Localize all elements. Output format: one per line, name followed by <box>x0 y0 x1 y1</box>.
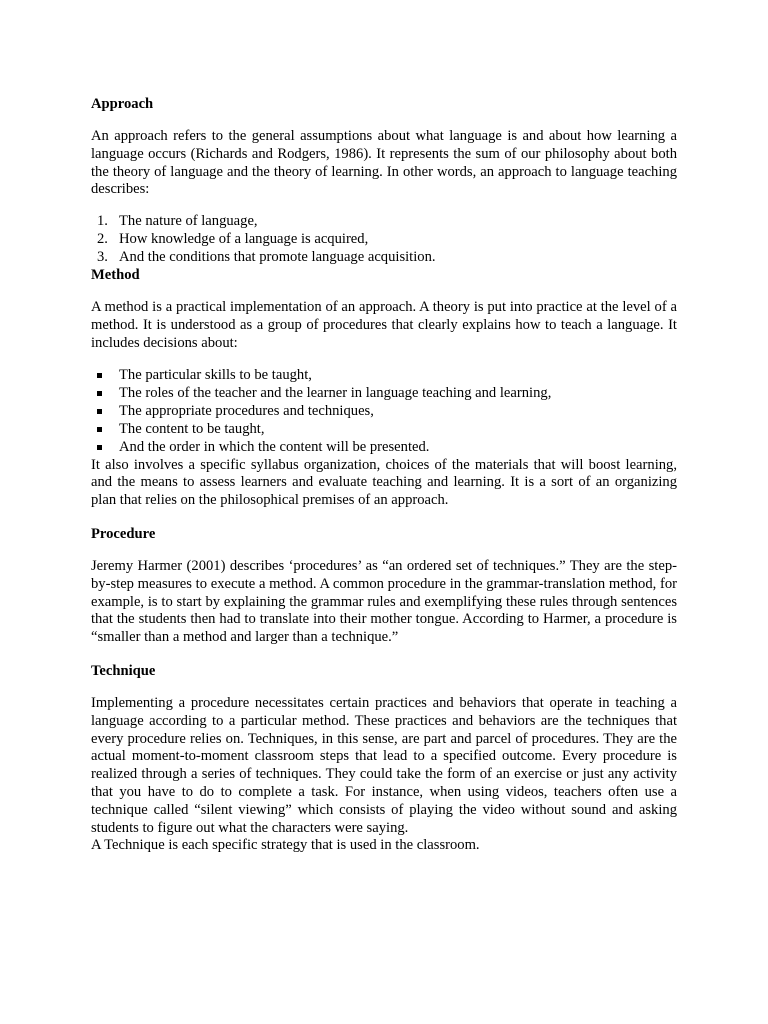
paragraph-method-continued: It also involves a specific syllabus organization, choices of the materials that will boost learning, and the means to assess learners and evaluate teaching and learning. It is a sort of an organizing plan that relies on the philosophical premises of an approach. <box>91 456 677 509</box>
document-page <box>91 96 677 855</box>
paragraph-method: A method is a practical implementation of an approach. A theory is put into practice at the level of a method. It is understood as a group of procedures that clearly explains how to teach a language. It includes decisions about: <box>91 299 677 351</box>
list-item-text: The particular skills to be taught, <box>119 366 312 383</box>
heading-approach: Approach <box>91 96 154 112</box>
heading-technique: Technique <box>91 662 156 679</box>
list-item-text: How knowledge of a language is acquired, <box>119 231 369 248</box>
list-item-text: The roles of the teacher and the learner in language teaching and learning, <box>119 384 552 401</box>
list-item <box>91 439 677 457</box>
list-item <box>91 231 677 249</box>
list-item-text: And the conditions that promote language acquisition. <box>119 249 436 266</box>
list-item <box>91 403 677 421</box>
heading-method: Method <box>91 267 140 284</box>
list-item-text: The content to be taught, <box>119 420 265 437</box>
list-item <box>91 385 677 403</box>
square-bullet-icon <box>97 409 102 414</box>
list-item <box>91 249 677 267</box>
square-bullet-icon <box>97 373 102 378</box>
heading-procedure: Procedure <box>91 525 156 542</box>
paragraph-approach: An approach refers to the general assumptions about what language is and about how learning a language occurs (Richards and Rodgers, 1986). It represents the sum of our philosophy about both the theory of language and the theory of learning. In other words, an approach to language teaching describes: <box>91 128 677 198</box>
list-item-text: The appropriate procedures and techniques, <box>119 402 374 419</box>
paragraph-procedure: Jeremy Harmer (2001) describes ‘procedures’ as “an ordered set of techniques.” They are the step-by-step measures to execute a method. A common procedure in the grammar-translation method, for example, is to start by explaining the grammar rules and exemplifying these rules through sentences that the students then had to translate into their mother tongue. According to Harmer, a procedure is “smaller than a method and larger than a technique.” <box>91 557 677 646</box>
paragraph-technique: Implementing a procedure necessitates certain practices and behaviors that operate in teaching a language according to a particular method. These practices and behaviors are the techniques that every procedure relies on. Techniques, in this sense, are part and parcel of procedures. They are the actual moment-to-moment classroom steps that lead to a specified outcome. Every procedure is realized through a series of techniques. They could take the form of an exercise or just any activity that you have to do to complete a task. For instance, when using videos, teachers often use a technique called “silent viewing” which consists of playing the video without sound and asking students to figure out what the characters were saying. <box>91 694 677 836</box>
paragraph-technique-summary: A Technique is each specific strategy that is used in the classroom. <box>91 837 480 854</box>
list-item <box>91 421 677 439</box>
list-item <box>91 213 677 231</box>
list-item <box>91 367 677 385</box>
square-bullet-icon <box>97 391 102 396</box>
list-number: 3. <box>97 249 108 266</box>
square-bullet-icon <box>97 445 102 450</box>
list-item-text: The nature of language, <box>119 213 258 230</box>
list-method <box>91 367 677 457</box>
list-number: 2. <box>97 231 108 248</box>
list-item-text: And the order in which the content will be presented. <box>119 438 430 455</box>
square-bullet-icon <box>97 427 102 432</box>
list-approach <box>91 213 677 267</box>
list-number: 1. <box>97 213 108 230</box>
